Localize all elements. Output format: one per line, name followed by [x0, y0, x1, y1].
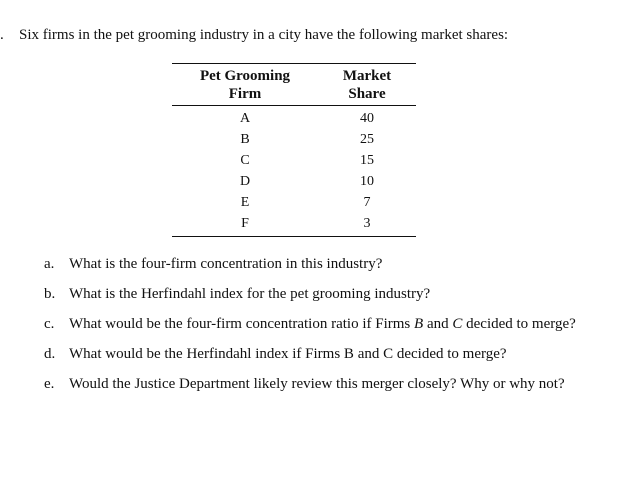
header-firm: [172, 64, 318, 106]
table-row: [172, 171, 416, 192]
question-text: What would be the Herfindahl index if Firms B and C decided to merge?: [69, 346, 507, 362]
question-text-end: decided to merge?: [462, 316, 576, 332]
firm-cell: B: [240, 132, 250, 147]
share-cell: 7: [363, 195, 371, 210]
firm-c-italic: C: [452, 316, 463, 332]
question-item-d: [44, 346, 576, 376]
header-share: [318, 64, 416, 106]
table-row: [172, 150, 416, 171]
question-text: What is the four-firm concentration in this industry?: [69, 256, 383, 272]
header-firm-line1: Pet Grooming: [199, 68, 291, 84]
firm-cell: D: [239, 174, 251, 189]
header-share-line2: Share: [348, 86, 386, 102]
table-row: [172, 213, 416, 237]
table-row: [172, 129, 416, 150]
question-number: .: [0, 27, 4, 43]
firm-cell: F: [172, 213, 318, 237]
question-letter: d.: [44, 346, 56, 362]
question-item-a: [44, 256, 576, 286]
question-letter: c.: [44, 316, 55, 332]
share-cell: 15: [360, 153, 374, 168]
question-letter: b.: [44, 286, 56, 302]
firm-b-italic: B: [414, 316, 424, 332]
table-row: [172, 192, 416, 213]
header-share-line1: Market: [342, 68, 392, 84]
question-letter: a.: [44, 256, 55, 272]
share-cell: 10: [360, 174, 374, 189]
share-cell: 3: [318, 213, 416, 237]
firm-cell: C: [240, 153, 250, 168]
firm-cell: A: [239, 111, 251, 126]
question-text: What is the Herfindahl index for the pet grooming industry?: [69, 286, 431, 302]
question-text: Would the Justice Department likely review this merger closely? Why or why not?: [69, 376, 565, 392]
question-item-c: [44, 316, 576, 346]
share-cell: 25: [360, 132, 374, 147]
share-cell: 40: [360, 111, 374, 126]
header-firm-line2: Firm: [228, 86, 262, 102]
question-item-b: [44, 286, 576, 316]
intro-text: Six firms in the pet grooming industry in a city have the following market shares:: [19, 27, 509, 43]
question-text-middle: and: [423, 316, 453, 332]
table-header-row: [172, 64, 416, 106]
question-letter: e.: [44, 376, 55, 392]
question-list: [44, 256, 576, 406]
market-share-table: [172, 63, 416, 237]
question-text-start: What would be the four-firm concentration ratio if Firms: [69, 316, 415, 332]
question-item-e: [44, 376, 576, 406]
table-row: [172, 106, 416, 130]
firm-cell: E: [240, 195, 250, 210]
